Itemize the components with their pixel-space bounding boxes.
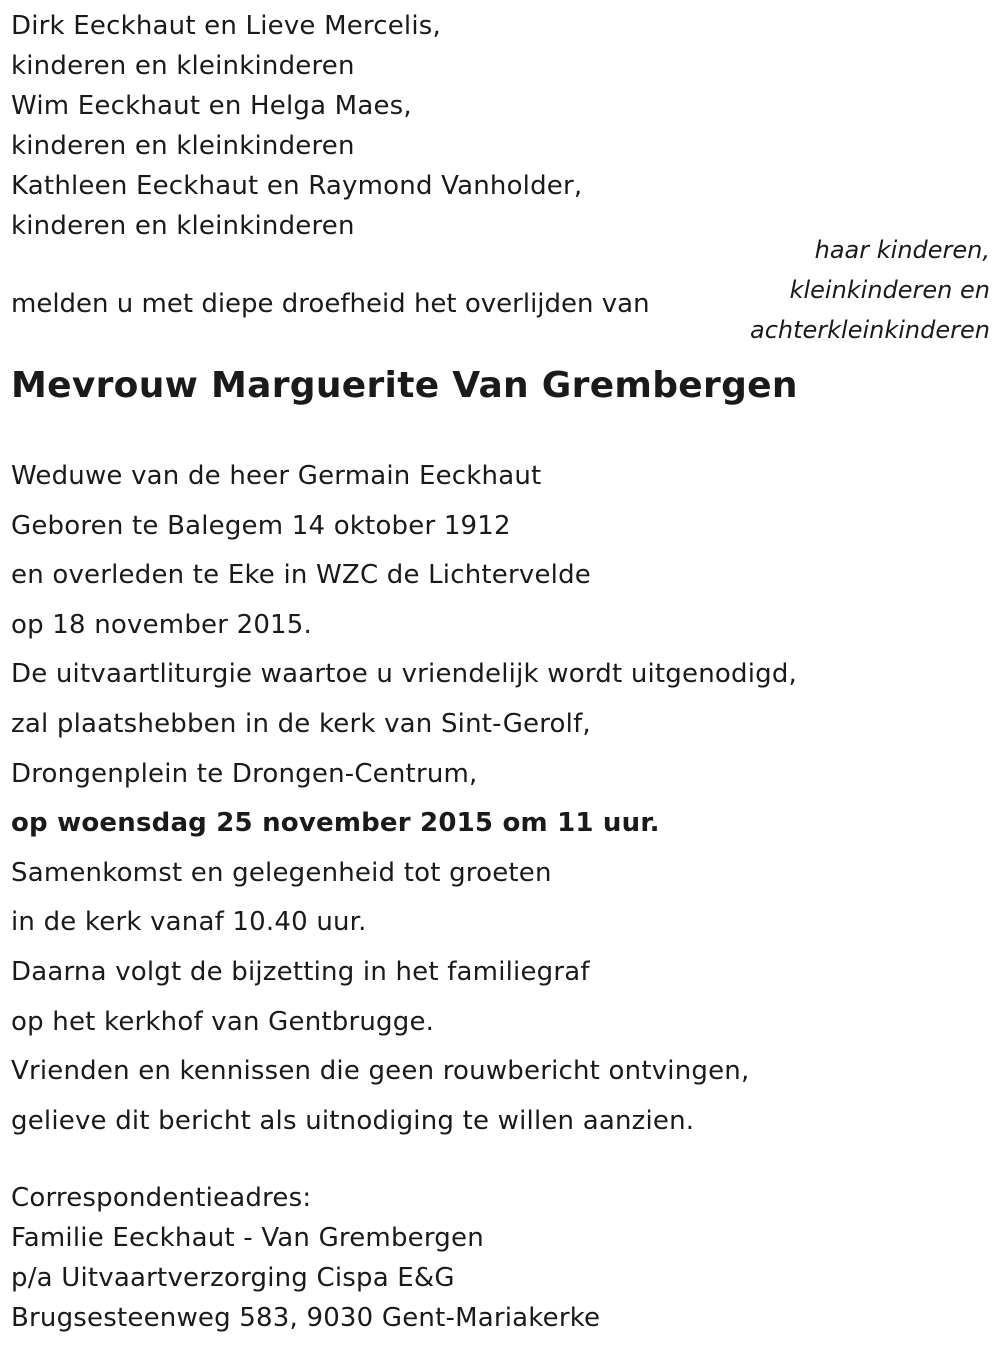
correspondence-address xyxy=(11,1178,600,1338)
detail-line: Daarna volgt de bijzetting in het familiegraf xyxy=(11,956,590,987)
family-line: Dirk Eeckhaut en Lieve Mercelis, xyxy=(11,11,441,41)
relation-line: kleinkinderen en xyxy=(789,276,990,304)
relation-line: achterkleinkinderen xyxy=(750,316,990,344)
deceased-name: Mevrouw Marguerite Van Grembergen xyxy=(11,365,798,406)
detail-line: Drongenplein te Drongen-Centrum, xyxy=(11,758,478,789)
correspondence-line: Familie Eeckhaut - Van Grembergen xyxy=(11,1223,484,1253)
detail-line: De uitvaartliturgie waartoe u vriendelijk wordt uitgenodigd, xyxy=(11,659,797,690)
detail-line: in de kerk vanaf 10.40 uur. xyxy=(11,907,367,938)
correspondence-line: p/a Uitvaartverzorging Cispa E&G xyxy=(11,1263,455,1293)
detail-line: en overleden te Eke in WZC de Lichtervelde xyxy=(11,560,591,591)
detail-line: zal plaatshebben in de kerk van Sint-Gerolf, xyxy=(11,708,591,739)
detail-line: Vrienden en kennissen die geen rouwbericht ontvingen, xyxy=(11,1056,750,1087)
announcement-text: melden u met diepe droefheid het overlijden van xyxy=(11,289,650,319)
funeral-date-line: op woensdag 25 november 2015 om 11 uur. xyxy=(11,808,660,839)
detail-line: Geboren te Balegem 14 oktober 1912 xyxy=(11,510,511,541)
detail-line: gelieve dit bericht als uitnodiging te willen aanzien. xyxy=(11,1105,695,1136)
correspondence-line: Brugsesteenweg 583, 9030 Gent-Mariakerke xyxy=(11,1303,601,1333)
relation-note xyxy=(750,230,990,350)
family-line: Kathleen Eeckhaut en Raymond Vanholder, xyxy=(11,171,583,201)
family-list xyxy=(11,6,582,246)
detail-line: op het kerkhof van Gentbrugge. xyxy=(11,1006,435,1037)
family-line: kinderen en kleinkinderen xyxy=(11,131,355,161)
family-line: kinderen en kleinkinderen xyxy=(11,51,355,81)
correspondence-heading: Correspondentieadres: xyxy=(11,1183,312,1213)
family-line: Wim Eeckhaut en Helga Maes, xyxy=(11,91,412,121)
details-list xyxy=(11,452,797,1146)
detail-line: Weduwe van de heer Germain Eeckhaut xyxy=(11,461,542,491)
family-line: kinderen en kleinkinderen xyxy=(11,211,355,241)
relation-line: haar kinderen, xyxy=(814,236,990,264)
detail-line: op 18 november 2015. xyxy=(11,609,313,640)
detail-line: Samenkomst en gelegenheid tot groeten xyxy=(11,857,552,888)
